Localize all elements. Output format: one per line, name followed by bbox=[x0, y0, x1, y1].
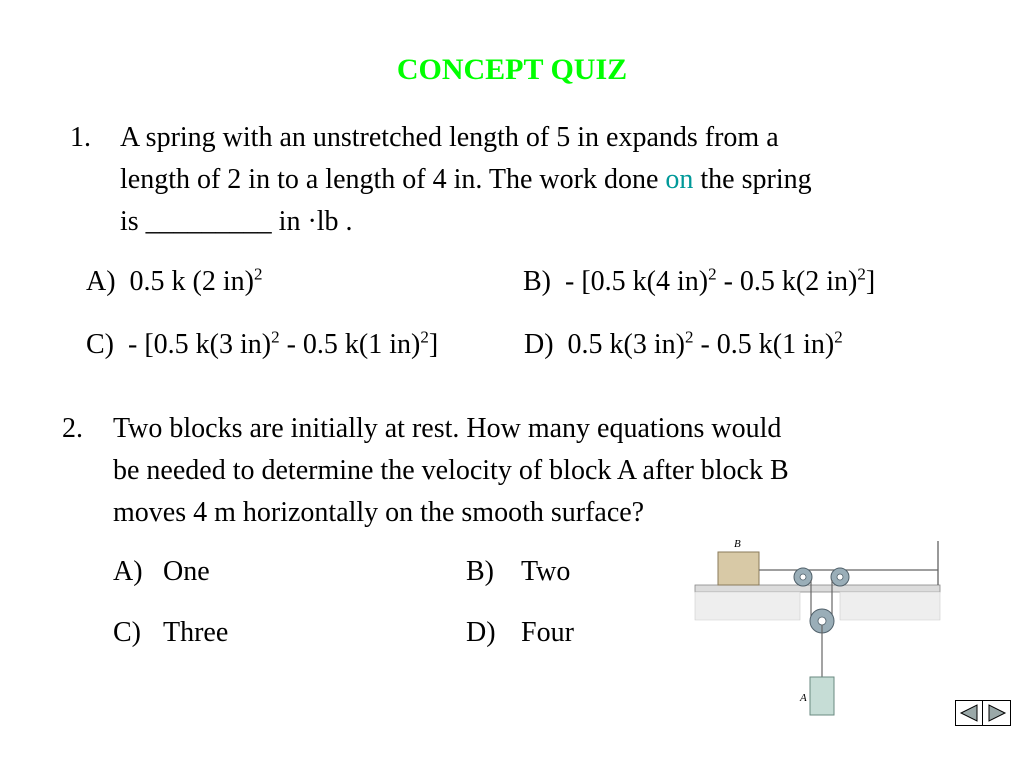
q1-option-d[interactable] bbox=[524, 327, 843, 363]
option-label: D) bbox=[524, 329, 554, 360]
q2-option-d[interactable] bbox=[466, 615, 574, 651]
block-a-label: A bbox=[800, 692, 807, 704]
option-text: - 0.5 k(2 in) bbox=[716, 266, 858, 297]
q1-option-b[interactable] bbox=[523, 264, 875, 300]
option-label: B) bbox=[523, 266, 551, 297]
q2-option-a[interactable] bbox=[113, 554, 210, 590]
question-1-number: 1. bbox=[70, 122, 91, 153]
block-a bbox=[810, 677, 834, 715]
exponent: 2 bbox=[684, 327, 694, 347]
question-1-line-1: A spring with an unstretched length of 5 in expands from a bbox=[120, 122, 779, 153]
exponent: 2 bbox=[834, 327, 843, 347]
exponent: 2 bbox=[708, 264, 717, 284]
option-text: - [0.5 k(3 in) bbox=[128, 329, 272, 360]
exponent: 2 bbox=[271, 327, 280, 347]
question-1-line-2-end: the spring bbox=[693, 164, 812, 195]
q1-option-a[interactable] bbox=[86, 264, 262, 300]
option-text: - 0.5 k(1 in) bbox=[693, 329, 835, 360]
question-1-line-2 bbox=[120, 159, 990, 201]
right-pulley-axle bbox=[837, 574, 843, 580]
previous-slide-button[interactable] bbox=[956, 701, 983, 725]
option-label: C) bbox=[86, 329, 114, 360]
option-text: 0.5 k(3 in) bbox=[567, 329, 685, 360]
option-text: Three bbox=[163, 617, 229, 648]
option-label: B) bbox=[466, 556, 494, 587]
right-arrow-icon bbox=[986, 703, 1008, 723]
block-b-label: B bbox=[734, 538, 741, 550]
exponent: 2 bbox=[253, 264, 263, 284]
question-2-text bbox=[113, 408, 983, 534]
slide-navigation bbox=[955, 700, 1011, 726]
option-label: C) bbox=[113, 617, 141, 648]
block-b bbox=[718, 552, 759, 585]
left-pulley-axle bbox=[800, 574, 806, 580]
option-text: One bbox=[163, 556, 210, 587]
question-1-line-2-start: length of 2 in to a length of 4 in. The work done bbox=[120, 164, 666, 195]
question-1-line-3: is _________ in ·lb . bbox=[120, 206, 353, 237]
option-label: A) bbox=[113, 556, 143, 587]
left-support bbox=[695, 592, 800, 620]
option-text: 0.5 k (2 in) bbox=[129, 266, 254, 297]
exponent: 2 bbox=[857, 264, 866, 284]
left-arrow-icon bbox=[958, 703, 980, 723]
option-text: Four bbox=[521, 617, 574, 648]
option-text: - 0.5 k(1 in) bbox=[279, 329, 421, 360]
right-support bbox=[840, 592, 940, 620]
question-2-number: 2. bbox=[62, 413, 83, 444]
q2-option-b[interactable] bbox=[466, 554, 570, 590]
option-text: - [0.5 k(4 in) bbox=[565, 266, 709, 297]
option-text: ] bbox=[428, 329, 439, 360]
slide-title: CONCEPT QUIZ bbox=[396, 53, 628, 86]
next-slide-button[interactable] bbox=[983, 701, 1010, 725]
option-text: Two bbox=[521, 556, 571, 587]
option-label: A) bbox=[86, 266, 116, 297]
exponent: 2 bbox=[420, 327, 429, 347]
q2-option-c[interactable] bbox=[113, 615, 228, 651]
lower-pulley-axle bbox=[818, 617, 826, 625]
option-text: ] bbox=[865, 266, 876, 297]
highlighted-word-on: on bbox=[665, 164, 694, 195]
pulley-block-diagram bbox=[690, 535, 960, 725]
option-label: D) bbox=[466, 617, 496, 648]
question-2-line-1: Two blocks are initially at rest. How many equations would bbox=[113, 413, 782, 444]
question-2-line-3: moves 4 m horizontally on the smooth surface? bbox=[113, 497, 645, 528]
ground-surface bbox=[695, 585, 940, 592]
q1-option-c[interactable] bbox=[86, 327, 438, 363]
question-1-text bbox=[120, 117, 990, 243]
question-2-line-2: be needed to determine the velocity of block A after block B bbox=[113, 455, 789, 486]
